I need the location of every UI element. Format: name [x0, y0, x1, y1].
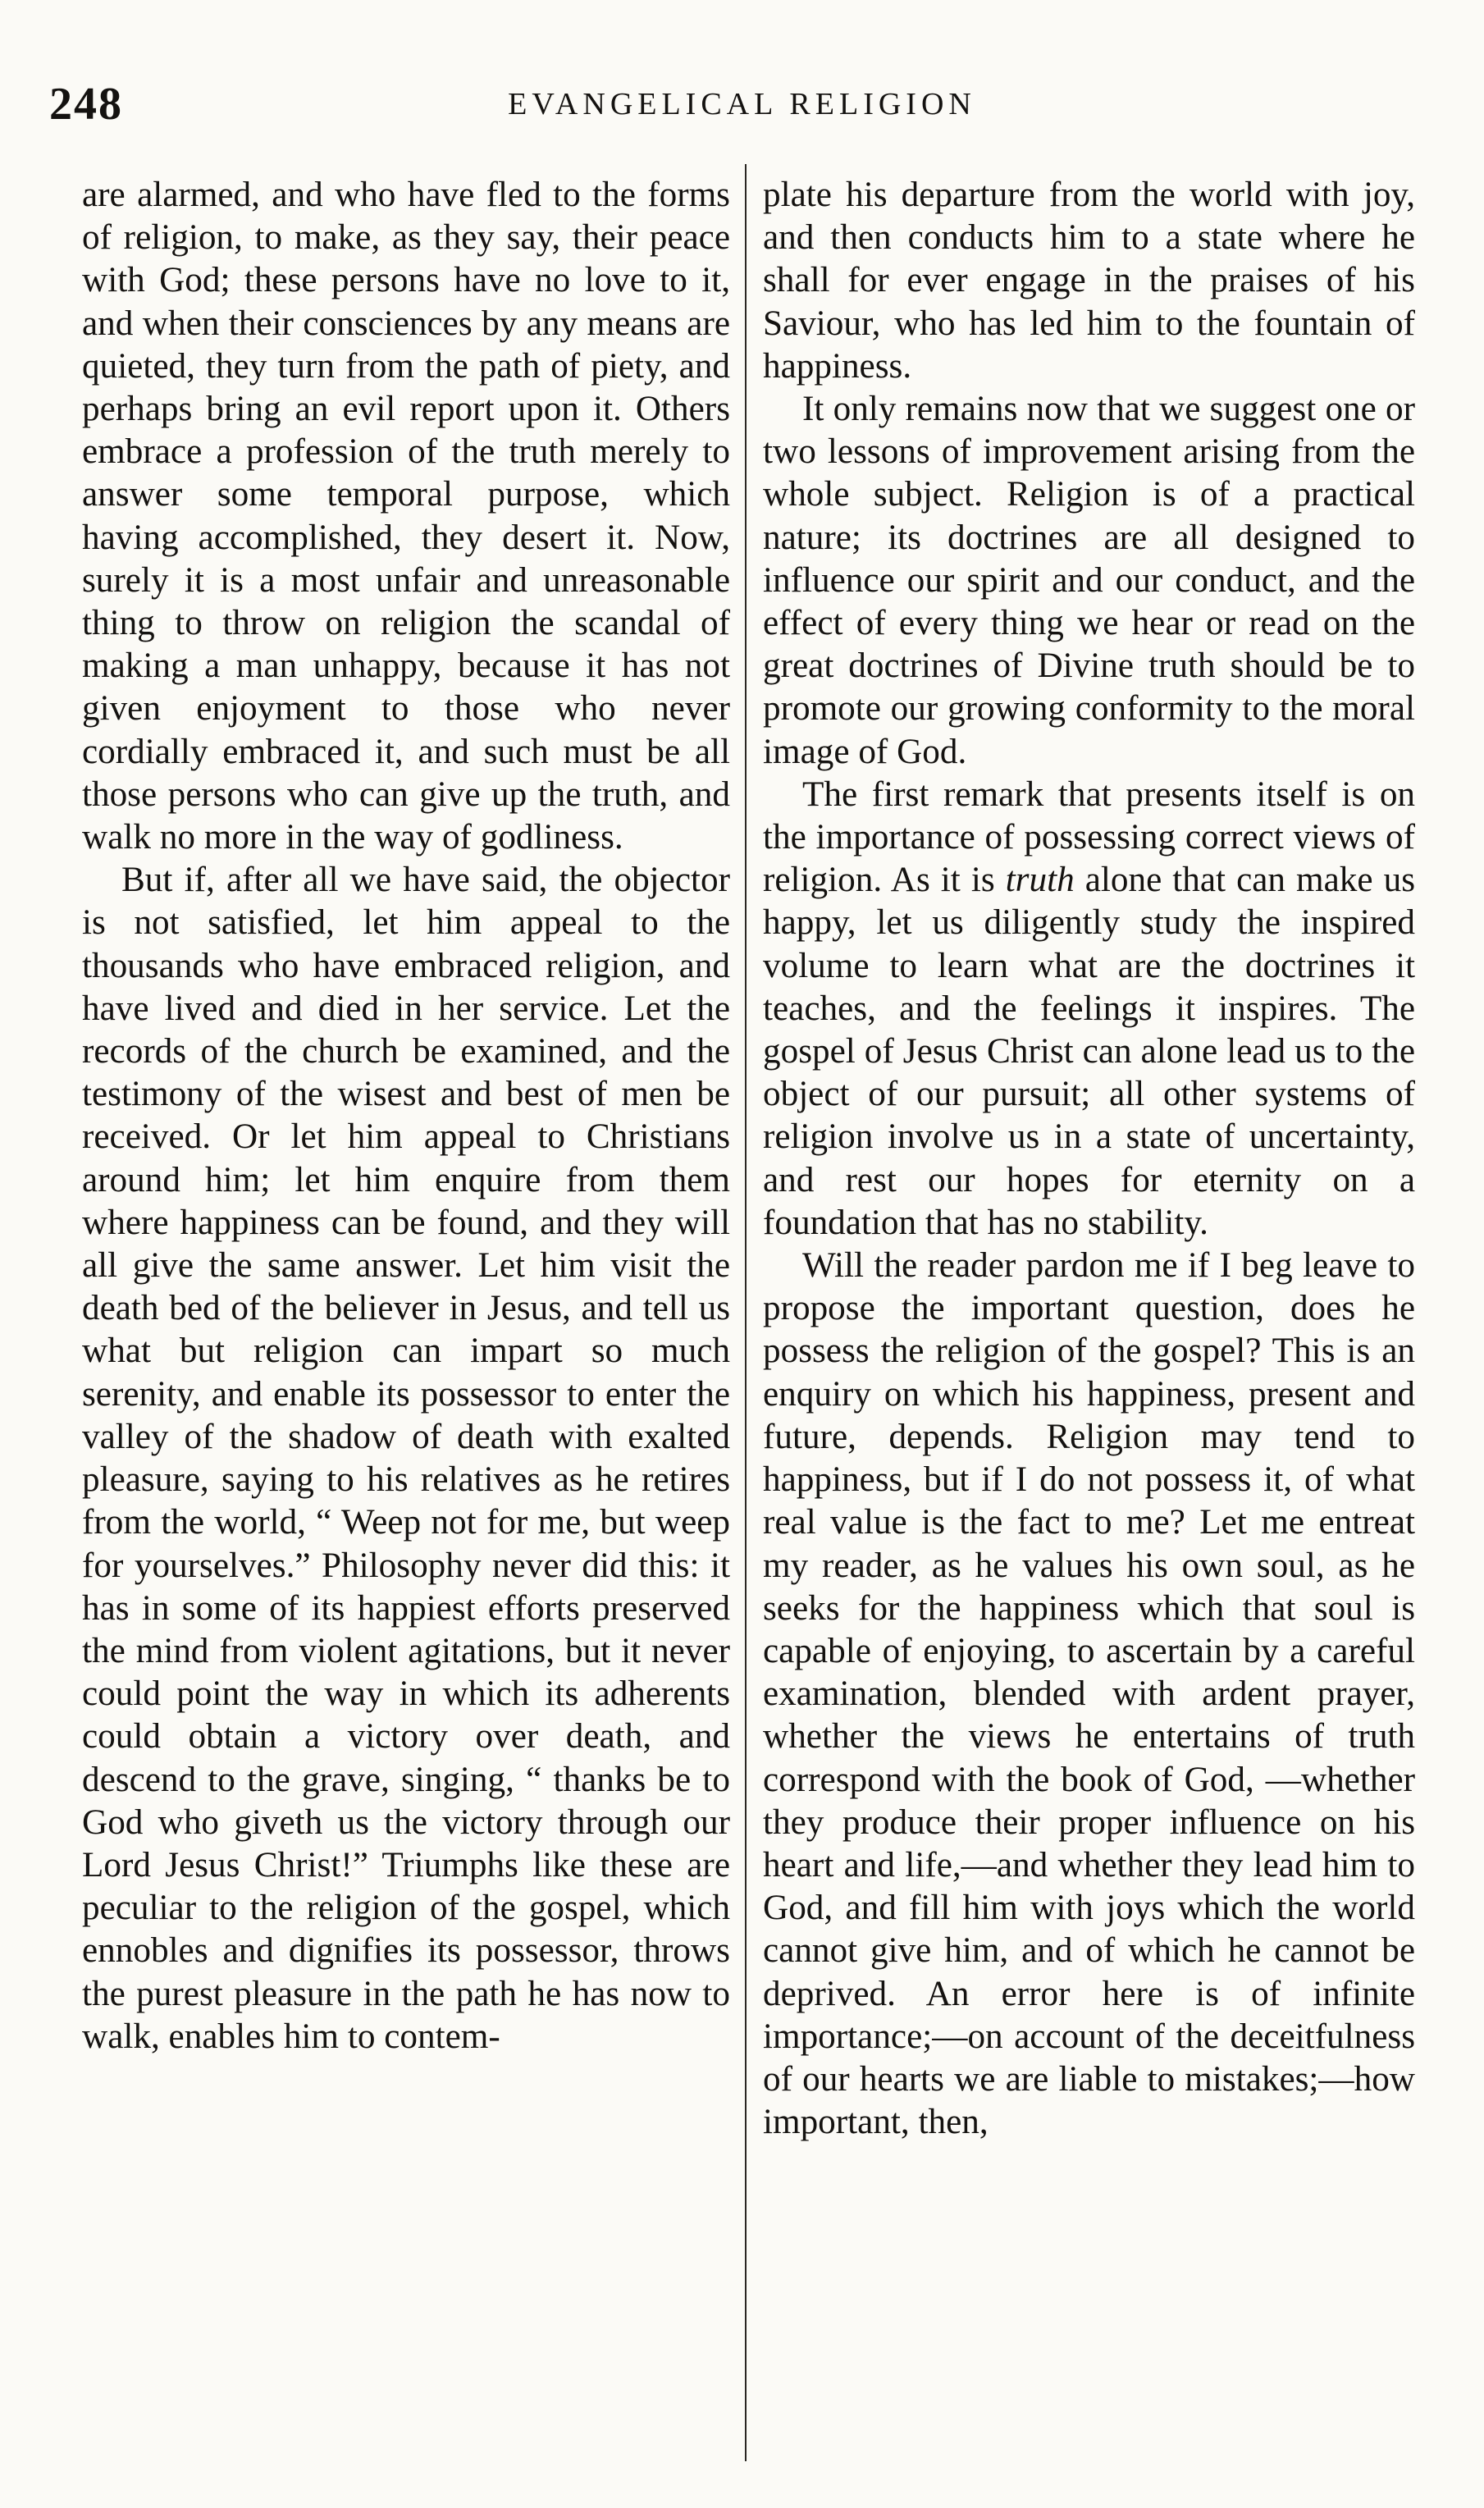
page-number: 248: [49, 79, 123, 130]
left-column: [82, 174, 730, 2058]
page-header: [49, 78, 1435, 135]
right-paragraph-3-start: The first remark that presents itself is on the importance of possessing correct views of religion. As it is: [763, 774, 1415, 900]
left-paragraph-2: But if, after all we have said, the objector is not satisfied, let him appeal to the thousands who have embraced religion, and have lived and died in her service. Let the records of the church be examined, and the testimony of the wisest and best of men be received. Or let him appeal to Christians around him; let him enquire from them where happiness can be found, and they will all give the same answer. Let him visit the death bed of the believer in Jesus, and tell us what but religion can impart so much serenity, and enable its possessor to enter the valley of the shadow of death with exalted pleasure, saying to his relatives as he retires from the world, “ Weep not for me, but weep for yourselves.” Philosophy never did this: it has in some of its happiest efforts preserved the mind from violent agitations, but it never could point the way in which its adherents could obtain a victory over death, and descend to the grave, singing, “ thanks be to God who giveth us the victory through our Lord Jesus Christ!” Triumphs like these are peculiar to the religion of the gospel, which ennobles and dignifies its possessor, throws the purest pleasure in the path he has now to walk, enables him to contem-: [82, 861, 730, 2056]
right-paragraph-2: It only remains now that we suggest one or two lessons of improvement arising from the whole subject. Religion is of a practical nature; its doctrines are all designed to influence our spirit and our conduct, and the effect of every thing we hear or read on the great doctrines of Divine truth should be to promote our growing conformity to the moral image of God.: [763, 390, 1415, 771]
right-column: [763, 174, 1415, 2144]
right-paragraph-4: Will the reader pardon me if I beg leave to propose the important question, does he possess the religion of the gospel? This is an enquiry on which his happiness, present and future, depends. Religion may tend to happiness, but if I do not possess it, of what real value is the fact to me? Let me entreat my reader, as he values his own soul, as he seeks for the happiness which that soul is capable of enjoying, to ascertain by a careful examination, blended with ardent prayer, whether the views he entertains of truth correspond with the book of God, —whether they produce their proper influence on his heart and life,—and whether they lead him to God, and fill him with joys which the world cannot give him, and of which he cannot be deprived. An error here is of infinite importance;—on account of the deceitfulness of our hearts we are liable to mistakes;—how important, then,: [763, 1246, 1415, 2142]
right-paragraph-3-end: alone that can make us happy, let us diligently study the inspired volume to learn what are the doctrines it teaches, and the feelings it inspires. The gospel of Jesus Christ can alone lead us to the object of our pursuit; all other systems of religion involve us in a state of uncertainty, and rest our hopes for eternity on a foundation that has no stability.: [763, 861, 1416, 1242]
right-paragraph-3: [763, 774, 1415, 1245]
running-head: EVANGELICAL RELIGION: [508, 87, 976, 121]
truth-emphasis: truth: [1005, 861, 1075, 900]
column-divider: [745, 164, 747, 2461]
right-paragraph-1: plate his departure from the world with joy, and then conducts him to a state where he shall for ever engage in the praises of his Saviour, who has led him to the fountain of happiness.: [763, 176, 1415, 386]
left-paragraph-1: are alarmed, and who have fled to the forms of religion, to make, as they say, their peace with God; these persons have no love to it, and when their consciences by any means are quieted, they turn from the path of piety, and perhaps bring an evil report upon it. Others embrace a profession of the truth merely to answer some temporal purpose, which having accomplished, they desert it. Now, surely it is a most unfair and unreasonable thing to throw on religion the scandal of making a man unhappy, because it has not given enjoyment to those who never cordially embraced it, and such must be all those persons who can give up the truth, and walk no more in the way of godliness.: [82, 176, 730, 857]
